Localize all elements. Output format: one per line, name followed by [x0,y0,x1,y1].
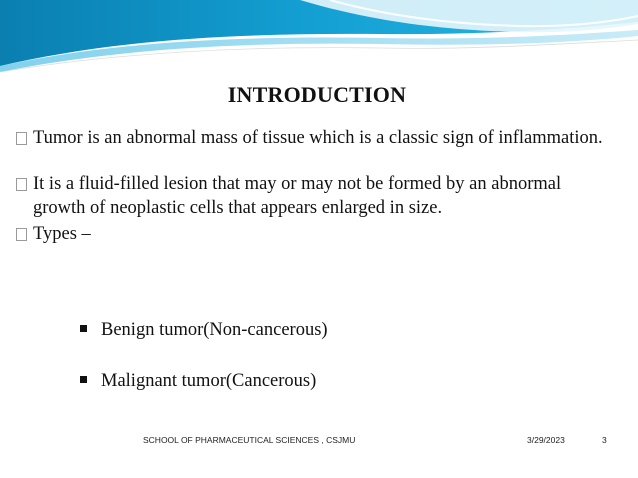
sub-bullet-text: Benign tumor(Non-cancerous) [101,320,328,340]
bullet-item [14,126,614,150]
bullet-box-icon [16,132,27,145]
bullet-box-icon [16,178,27,191]
slide-title [0,82,638,108]
footer-school-name: SCHOOL OF PHARMACEUTICAL SCIENCES , CSJMU [143,435,356,445]
bullet-list [14,126,614,246]
sub-bullet-item [80,318,328,342]
sub-bullet-text: Malignant tumor(Cancerous) [101,371,317,391]
slide-title-text: INTRODUCTION [227,82,407,107]
footer-date: 3/29/2023 [527,435,565,445]
bullet-item [14,222,614,246]
header-wave-graphic [0,0,638,80]
bullet-text: Types – [33,224,91,244]
footer-page-number: 3 [602,435,607,445]
square-bullet-icon [80,376,87,383]
bullet-text: Tumor is an abnormal mass of tissue which is a classic sign of inflammation. [33,128,603,148]
bullet-text: It is a fluid-filled lesion that may or may not be formed by an abnormal growth of neoplastic cells that appears enlarged in size. [33,174,562,218]
sub-bullet-item [80,369,316,393]
bullet-box-icon [16,228,27,241]
bullet-item [14,172,614,220]
square-bullet-icon [80,325,87,332]
